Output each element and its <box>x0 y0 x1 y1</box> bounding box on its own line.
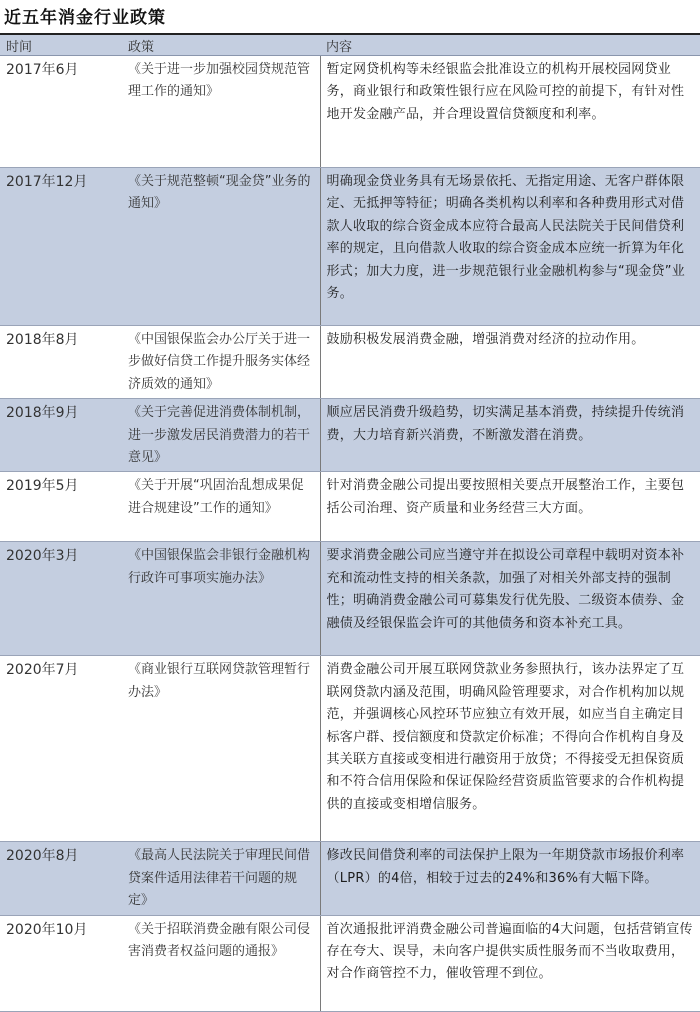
page-title: 近五年消金行业政策 <box>4 8 166 28</box>
header-time: 时间 <box>0 35 122 56</box>
row-policy: 《商业银行互联网贷款管理暂行办法》 <box>122 656 320 842</box>
table-row <box>0 399 700 472</box>
header-policy: 政策 <box>122 35 320 56</box>
table-row <box>0 542 700 656</box>
row-policy: 《关于招联消费金融有限公司侵害消费者权益问题的通报》 <box>122 915 320 1011</box>
row-policy: 《最高人民法院关于审理民间借贷案件适用法律若干问题的规定》 <box>122 842 320 915</box>
row-time: 2018年8月 <box>0 326 122 399</box>
table-row <box>0 842 700 915</box>
row-time: 2017年12月 <box>0 168 122 326</box>
row-policy: 《关于规范整顿“现金贷”业务的通知》 <box>122 168 320 326</box>
row-content: 要求消费金融公司应当遵守并在拟设公司章程中载明对资本补充和流动性支持的相关条款，加强了对相关外部支持的强制性；明确消费金融公司可募集发行优先股、二级资本债券、金融债及经银保监会许可的其他债务和资本补充工具。 <box>320 542 700 656</box>
table-row <box>0 656 700 842</box>
row-policy: 《关于完善促进消费体制机制，进一步激发居民消费潜力的若干意见》 <box>122 399 320 472</box>
row-policy: 《中国银保监会办公厅关于进一步做好信贷工作提升服务实体经济质效的通知》 <box>122 326 320 399</box>
row-content: 修改民间借贷利率的司法保护上限为一年期贷款市场报价利率（LPR）的4倍，相较于过去的24%和36%有大幅下降。 <box>320 842 700 915</box>
row-content: 消费金融公司开展互联网贷款业务参照执行，该办法界定了互联网贷款内涵及范围，明确风险管理要求，对合作机构加以规范，并强调核心风控环节应独立有效开展，如应当自主确定目标客户群、授信额度和贷款定价标准；不得向合作机构自身及其关联方直接或变相进行融资用于放贷；不得接受无担保资质和不符合信用保险和保证保险经营资质监管要求的合作机构提供的直接或变相增信服务。 <box>320 656 700 842</box>
row-time: 2020年10月 <box>0 915 122 1011</box>
row-time: 2019年5月 <box>0 472 122 542</box>
row-time: 2020年3月 <box>0 542 122 656</box>
policy-table <box>0 35 700 1012</box>
row-policy: 《关于进一步加强校园贷规范管理工作的通知》 <box>122 56 320 168</box>
row-policy: 《关于开展“巩固治乱想成果促进合规建设”工作的通知》 <box>122 472 320 542</box>
table-header-row <box>0 35 700 56</box>
row-time: 2020年8月 <box>0 842 122 915</box>
row-content: 针对消费金融公司提出要按照相关要点开展整治工作，主要包括公司治理、资产质量和业务经营三大方面。 <box>320 472 700 542</box>
row-policy: 《中国银保监会非银行金融机构行政许可事项实施办法》 <box>122 542 320 656</box>
row-content: 明确现金贷业务具有无场景依托、无指定用途、无客户群体限定、无抵押等特征；明确各类机构以利率和各种费用形式对借款人收取的综合资金成本应符合最高人民法院关于民间借贷利率的规定，且向借款人收取的综合资金成本应统一折算为年化形式；加大力度，进一步规范银行业金融机构参与“现金贷”业务。 <box>320 168 700 326</box>
row-time: 2020年7月 <box>0 656 122 842</box>
row-time: 2017年6月 <box>0 56 122 168</box>
table-row <box>0 915 700 1011</box>
table-row <box>0 326 700 399</box>
row-content: 暂定网贷机构等未经银监会批准设立的机构开展校园网贷业务，商业银行和政策性银行应在风险可控的前提下，有针对性地开发金融产品，并合理设置信贷额度和利率。 <box>320 56 700 168</box>
table-row <box>0 56 700 168</box>
table-row <box>0 168 700 326</box>
row-content: 鼓励积极发展消费金融，增强消费对经济的拉动作用。 <box>320 326 700 399</box>
row-time: 2018年9月 <box>0 399 122 472</box>
table-row <box>0 472 700 542</box>
header-content: 内容 <box>320 35 700 56</box>
row-content: 顺应居民消费升级趋势，切实满足基本消费，持续提升传统消费，大力培育新兴消费，不断激发潜在消费。 <box>320 399 700 472</box>
row-content: 首次通报批评消费金融公司普遍面临的4大问题，包括营销宣传存在夸大、误导，未向客户提供实质性服务而不当收取费用，对合作商管控不力，催收管理不到位。 <box>320 915 700 1011</box>
